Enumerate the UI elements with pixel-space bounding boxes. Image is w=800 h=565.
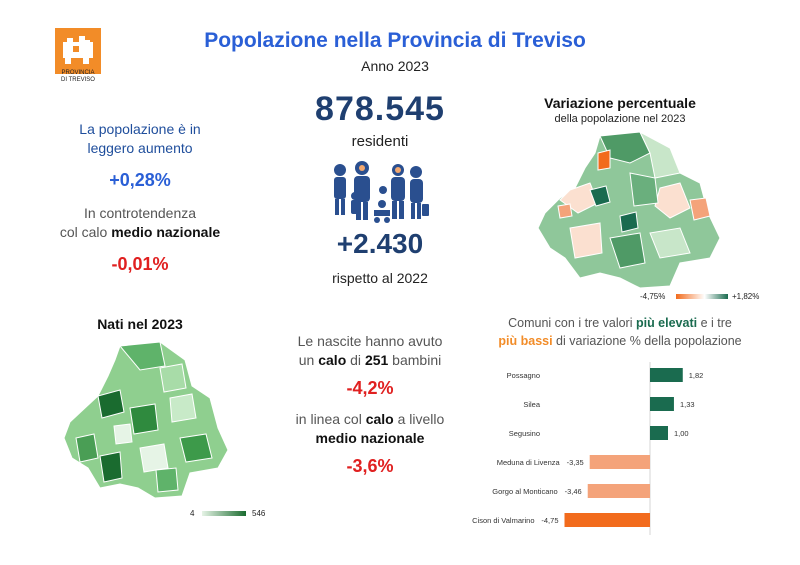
population-delta: +2.430 xyxy=(336,228,424,259)
bar-2 xyxy=(650,426,668,440)
bar-category-label: Cison di Valmarino xyxy=(472,516,535,525)
births-drop-text: Le nascite hanno avuto un calo di 251 bambini xyxy=(297,333,443,368)
national-growth-pct: -0,01% xyxy=(111,254,169,274)
population-trend-text: La popolazione è in leggero aumento xyxy=(79,121,201,156)
births-legend-min: 4 xyxy=(190,509,195,518)
variation-legend-scale xyxy=(676,294,728,299)
bar-1 xyxy=(650,397,674,411)
residents-count: 878.545 xyxy=(315,90,445,128)
variation-legend xyxy=(640,292,790,302)
logo-icon xyxy=(55,28,101,74)
page-subtitle: Anno 2023 xyxy=(361,58,429,74)
births-legend-scale xyxy=(202,511,246,516)
variation-legend-max: +1,82% xyxy=(732,292,760,301)
bar-value-label: 1,82 xyxy=(688,371,704,380)
births-legend-max: 546 xyxy=(252,509,266,518)
bar-category-label: Meduna di Livenza xyxy=(496,458,560,467)
logo-text: PROVINCIA DI TREVISO xyxy=(61,70,95,83)
page-title: Popolazione nella Provincia di Treviso xyxy=(204,29,586,52)
births-national-text: in linea col calo a livello medio nazionale xyxy=(295,411,445,446)
bar-0 xyxy=(650,368,683,382)
bar-5 xyxy=(565,513,651,527)
bar-value-label: -3,46 xyxy=(564,487,582,496)
births-map-title: Nati nel 2023 xyxy=(97,316,183,332)
bar-category-label: Possagno xyxy=(506,371,540,380)
variation-map-title: Variazione percentuale xyxy=(544,95,696,111)
population-growth-pct: +0,28% xyxy=(109,170,171,190)
bar-value-label: 1,33 xyxy=(679,400,695,409)
variation-legend-min: -4,75% xyxy=(640,292,666,301)
bar-chart-title: Comuni con i tre valori più elevati e i tre più bassi di variazione % della popolazione xyxy=(498,316,742,348)
population-delta-label: rispetto al 2022 xyxy=(332,270,428,286)
variation-map-subtitle: della popolazione nel 2023 xyxy=(554,113,686,125)
births-map xyxy=(60,338,230,508)
variation-map xyxy=(530,128,730,293)
births-drop-pct: -4,2% xyxy=(346,378,394,398)
residents-label: residenti xyxy=(351,133,409,150)
bar-value-label: -3,35 xyxy=(566,458,584,467)
bar-value-label: 1,00 xyxy=(674,429,689,438)
bar-category-label: Gorgo al Monticano xyxy=(492,487,558,496)
national-comparison-text: In controtendenza col calo medio nazionale xyxy=(59,205,221,240)
bar-category-label: Segusino xyxy=(508,429,540,438)
bar-category-label: Silea xyxy=(523,400,540,409)
births-legend xyxy=(190,509,280,519)
family-icon xyxy=(326,160,430,226)
births-national-pct: -3,6% xyxy=(346,456,394,476)
variation-bar-chart xyxy=(470,360,770,535)
bar-4 xyxy=(588,484,650,498)
bar-3 xyxy=(590,455,650,469)
bar-value-label: -4,75 xyxy=(541,516,559,525)
